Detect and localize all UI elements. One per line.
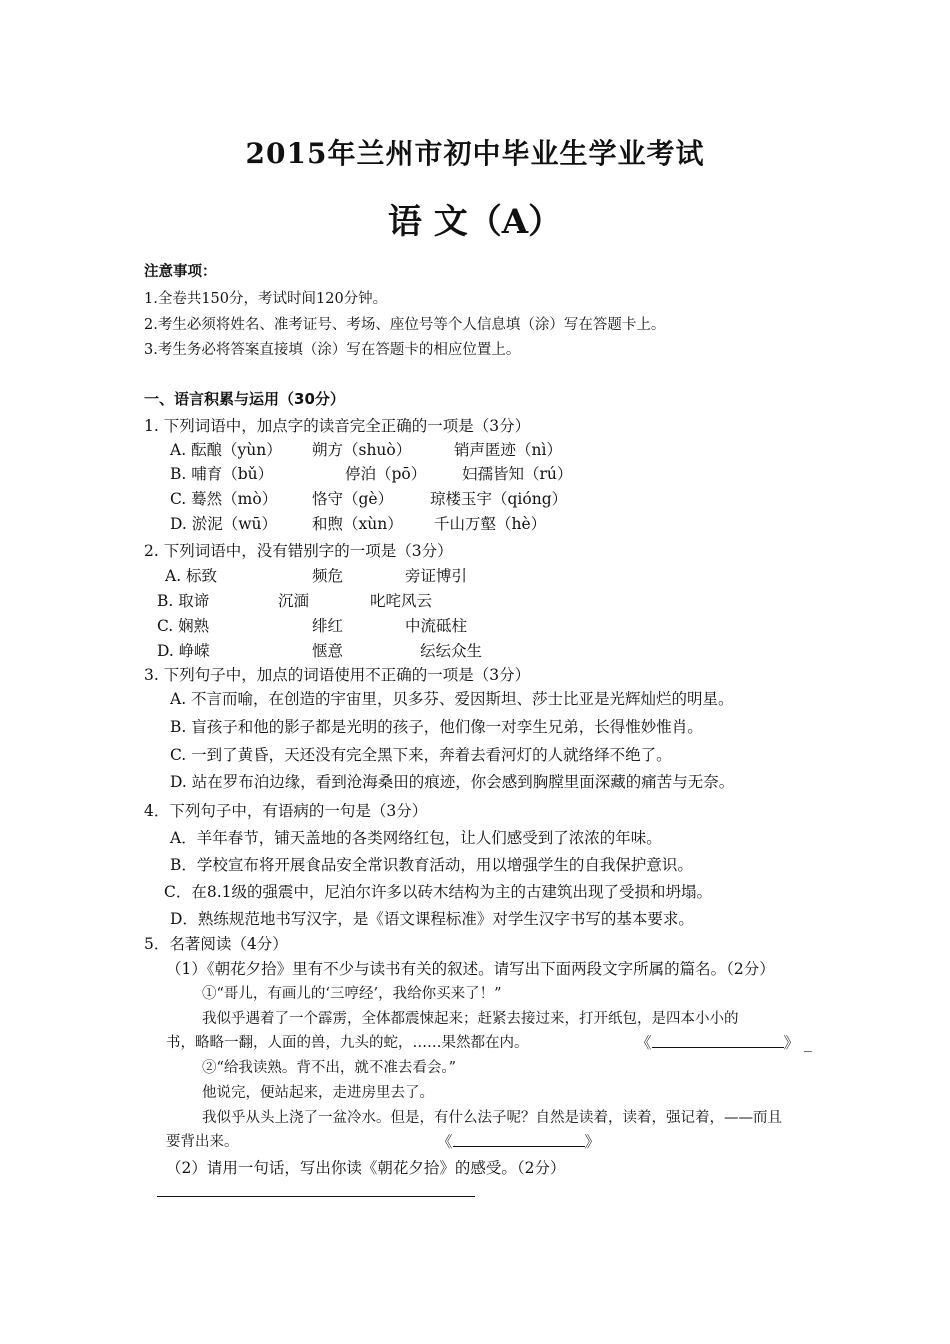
q2-option-d-1: D. 峥嵘 [157,642,210,660]
q1-option-c-3: 琼楼玉宇（qióng） [430,490,568,508]
q5-passage-2-text: 他说完，便站起来，走进房里去了。 [202,1085,434,1101]
section-heading: 一、语言积累与运用（30分） [144,390,345,408]
page-title: 2015年兰州市初中毕业生学业考试 [245,137,705,170]
q3-option-c: C. 一到了黄昏，天还没有完全黑下来，奔着去看河灯的人就络绎不绝了。 [170,746,672,764]
q5-passage-2-text-end: 要背出来。 [166,1134,239,1150]
note-item: 3.考生务必将答案直接填（涂）写在答题卡的相应位置上。 [144,342,521,358]
q2-option-c-1: C. 娴熟 [157,617,210,635]
q2-option-a-1: A. 标致 [165,567,218,585]
q3-option-d: D. 站在罗布泊边缘，看到沧海桑田的痕迹，你会感到胸膛里面深藏的痛苦与无奈。 [170,773,735,791]
q2-option-d-3: 纭纭众生 [420,642,483,660]
q1-option-d-3: 千山万壑（hè） [434,515,547,533]
q1-option-b-2: 停泊（pō） [345,465,427,483]
q1-option-a-2: 朔方（shuò） [312,441,412,459]
trailing-mark: _ [803,1034,812,1052]
q5-passage-1-quote: ①“哥儿，有画儿的‘三哼经’，我给你买来了！” [202,986,502,1002]
q5-passage-2-text-cont: 我似乎从头上浇了一盆冷水。但是，有什么法子呢？自然是读着，读着，强记着，——而且 [202,1110,782,1126]
answer-line[interactable] [157,1196,475,1197]
bracket-close: 》 [584,1133,601,1151]
q2-option-a-3: 旁证博引 [405,567,468,585]
q2-option-b-1: B. 取谛 [157,592,210,610]
q4-option-b: B．学校宣布将开展食品安全常识教育活动，用以增强学生的自我保护意识。 [170,856,693,874]
q5-part-1: （1）《朝花夕拾》里有不少与读书有关的叙述。请写出下面两段文字所属的篇名。（2分） [166,960,775,978]
q1-option-b-1: B. 哺育（bǔ） [170,465,274,483]
bracket-open: 《 [636,1034,652,1052]
question-4-stem: 4．下列句子中，有语病的一句是（3分） [144,802,428,820]
q4-option-a: A．羊年春节，铺天盖地的各类网络红包，让人们感受到了浓浓的年味。 [170,829,662,847]
q5-passage-2-quote: ②“给我读熟。背不出，就不准去看会。” [202,1060,457,1076]
question-5-stem: 5．名著阅读（4分） [144,935,288,953]
q2-option-b-2: 沉湎 [278,592,310,610]
q1-option-b-3: 妇孺皆知（rú） [462,465,573,483]
q2-option-a-2: 频危 [312,567,344,585]
subject-title: 语 文（A） [387,202,563,242]
q4-option-c: C．在8.1级的强震中，尼泊尔许多以砖木结构为主的古建筑出现了受损和坍塌。 [164,883,713,901]
note-item: 2.考生必须将姓名、准考证号、考场、座位号等个人信息填（涂）写在答题卡上。 [144,317,666,333]
q3-option-b: B. 盲孩子和他的影子都是光明的孩子，他们像一对孪生兄弟，长得惟妙惟肖。 [170,718,703,736]
q1-option-c-2: 恪守（gè） [312,490,394,508]
q2-option-c-3: 中流砥柱 [405,617,468,635]
q2-option-d-2: 惬意 [312,642,344,660]
q2-option-b-3: 叱咤风云 [370,592,433,610]
question-1-stem: 1. 下列词语中，加点字的读音完全正确的一项是（3分） [144,417,531,435]
answer-blank[interactable] [453,1132,585,1147]
q1-option-a-1: A. 酝酿（yùn） [170,441,282,459]
q1-option-d-1: D. 淤泥（wū） [170,515,277,533]
q5-passage-1-text-cont: 书，略略一翻，人面的兽，九头的蛇，……果然都在内。 [166,1035,529,1051]
q1-option-a-3: 销声匿迹（nì） [454,441,562,459]
question-3-stem: 3. 下列句子中，加点的词语使用不正确的一项是（3分） [144,666,531,684]
q5-part-2: （2）请用一句话，写出你读《朝花夕拾》的感受。（2分） [166,1159,566,1177]
question-2-stem: 2. 下列词语中，没有错别字的一项是（3分） [144,542,453,560]
notes-heading: 注意事项： [144,264,217,280]
q5-answer-1[interactable] [636,1033,812,1053]
q5-answer-2[interactable] [437,1132,600,1152]
q1-option-d-2: 和煦（xùn） [312,515,403,533]
q5-passage-1-text: 我似乎遇着了一个霹雳，全体都震悚起来；赶紧去接过来，打开纸包，是四本小小的 [202,1011,739,1027]
q2-option-c-2: 绯红 [312,617,344,635]
note-item: 1.全卷共150分，考试时间120分钟。 [144,291,388,307]
bracket-close: 》 [783,1034,800,1052]
q4-option-d: D．熟练规范地书写汉字，是《语文课程标准》对学生汉字书写的基本要求。 [170,910,694,928]
bracket-open: 《 [437,1133,453,1151]
answer-blank[interactable] [652,1033,784,1048]
q1-option-c-1: C. 蓦然（mò） [170,490,278,508]
q3-option-a: A. 不言而喻，在创造的宇宙里，贝多芬、爱因斯坦、莎士比亚是光辉灿烂的明星。 [170,690,734,708]
